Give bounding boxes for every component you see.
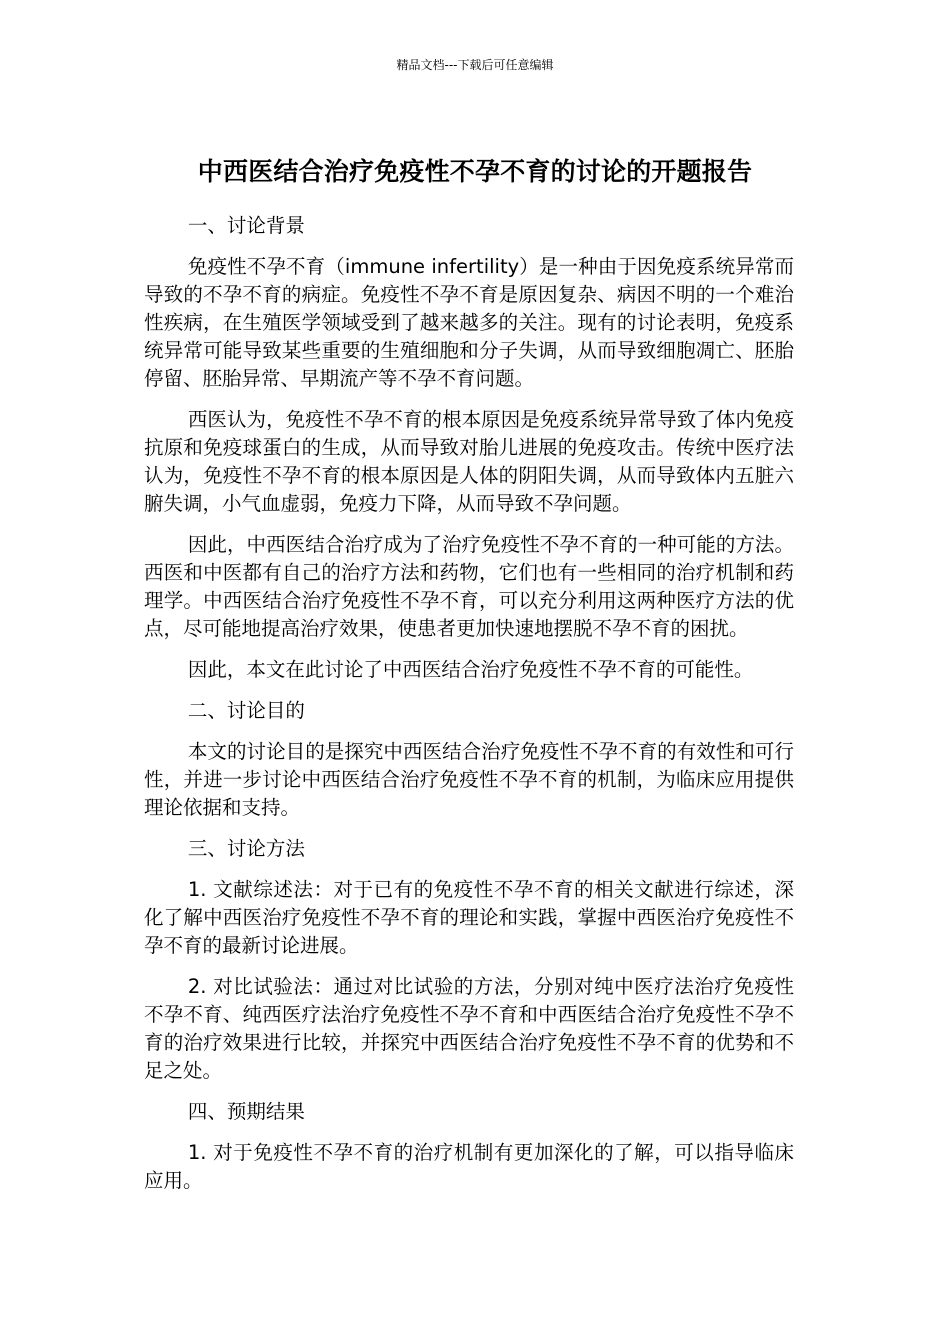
paragraph: 1. 对于免疫性不孕不育的治疗机制有更加深化的了解，可以指导临床应用。 [144, 1141, 794, 1192]
document-body [144, 212, 794, 1208]
section-heading-background: 一、讨论背景 [187, 214, 305, 237]
paragraph: 免疫性不孕不育（immune infertility）是一种由于因免疫系统异常而导致的不孕不育的病症。免疫性不孕不育是原因复杂、病因不明的一个难治性疾病，在生殖医学领域受到了越来越多的关注。现有的讨论表明，免疫系统异常可能导致某些重要的生殖细胞和分子失调，从而导致细胞凋亡、胚胎停留、胚胎异常、早期流产等不孕不育问题。 [144, 255, 794, 390]
paragraph: 因此，中西医结合治疗成为了治疗免疫性不孕不育的一种可能的方法。西医和中医都有自己的治疗方法和药物，它们也有一些相同的治疗机制和药理学。中西医结合治疗免疫性不孕不育，可以充分利用这两种医疗方法的优点，尽可能地提高治疗效果，使患者更加快速地摆脱不孕不育的困扰。 [144, 533, 794, 640]
paragraph: 本文的讨论目的是探究中西医结合治疗免疫性不孕不育的有效性和可行性，并进一步讨论中西医结合治疗免疫性不孕不育的机制，为临床应用提供理论依据和支持。 [144, 740, 794, 819]
paragraph: 2. 对比试验法：通过对比试验的方法，分别对纯中医疗法治疗免疫性不孕不育、纯西医疗法治疗免疫性不孕不育和中西医结合治疗免疫性不孕不育的治疗效果进行比较，并探究中西医结合治疗免疫性不孕不育的优势和不足之处。 [144, 975, 794, 1082]
document-title: 中西医结合治疗免疫性不孕不育的讨论的开题报告 [197, 156, 753, 186]
paragraph: 西医认为，免疫性不孕不育的根本原因是免疫系统异常导致了体内免疫抗原和免疫球蛋白的生成，从而导致对胎儿进展的免疫攻击。传统中医疗法认为，免疫性不孕不育的根本原因是人体的阴阳失调，从而导致体内五脏六腑失调，小气血虚弱，免疫力下降，从而导致不孕问题。 [144, 408, 794, 515]
section-heading-methods: 三、讨论方法 [187, 837, 305, 860]
section-heading-expected-results: 四、预期结果 [187, 1100, 305, 1123]
section-heading-purpose: 二、讨论目的 [187, 699, 305, 722]
paragraph: 因此，本文在此讨论了中西医结合治疗免疫性不孕不育的可能性。 [187, 658, 754, 681]
paragraph: 1. 文献综述法：对于已有的免疫性不孕不育的相关文献进行综述，深化了解中西医治疗免疫性不孕不育的理论和实践，掌握中西医治疗免疫性不孕不育的最新讨论进展。 [144, 878, 794, 957]
page-header: 精品文档---下载后可任意编辑 [396, 58, 554, 72]
